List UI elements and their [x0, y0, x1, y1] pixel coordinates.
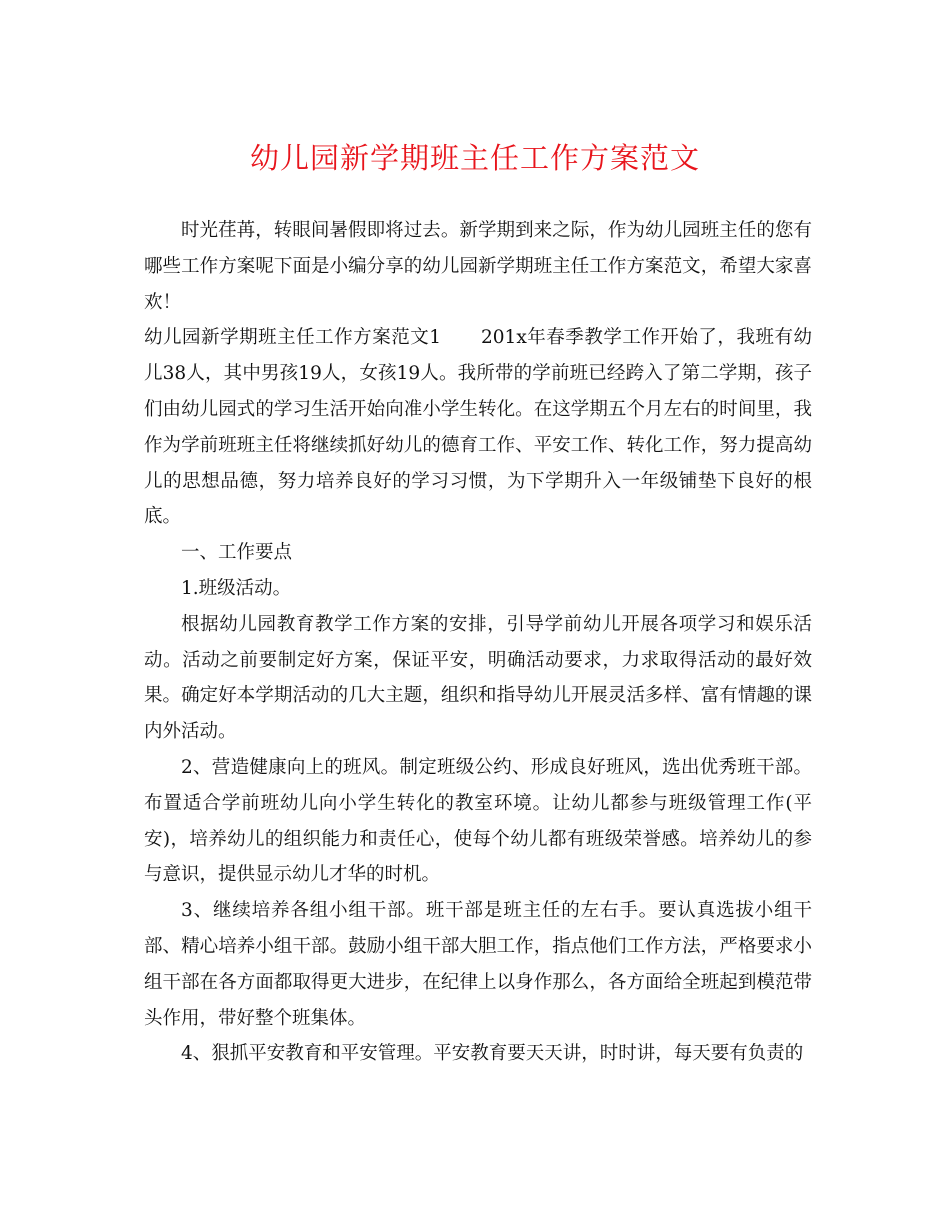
item-1-title: 1.班级活动。	[181, 577, 292, 599]
document-title: 幼儿园新学期班主任工作方案范文	[249, 141, 700, 175]
item-2-paragraph: 2、营造健康向上的班风。制定班级公约、形成良好班风，选出优秀班干部。布置适合学前班幼儿向小学生转化的教室环境。让幼儿都参与班级管理工作(平安)，培养幼儿的组织能力和责任心，使每个幼儿都有班级荣誉感。培养幼儿的参与意识，提供显示幼儿才华的时机。	[144, 756, 812, 886]
item-3-paragraph: 3、继续培养各组小组干部。班干部是班主任的左右手。要认真选拔小组干部、精心培养小组干部。鼓励小组干部大胆工作，指点他们工作方法，严格要求小组干部在各方面都取得更大进步，在纪律上以身作那么，各方面给全班起到模范带头作用，带好整个班集体。	[144, 900, 812, 1029]
document-body	[144, 213, 812, 1072]
section-heading: 一、工作要点	[181, 542, 293, 564]
sample-heading: 幼儿园新学期班主任工作方案范文1	[144, 327, 442, 349]
sample-opening: 201x年春季教学工作开始了，我班有幼儿38人，其中男孩19人，女孩19人。我所带的学前班已经跨入了第二学期，孩子们由幼儿园式的学习生活开始向准小学生转化。在这学期五个月左右的时间里，我作为学前班班主任将继续抓好幼儿的德育工作、平安工作、转化工作，努力提高幼儿的思想品德，努力培养良好的学习习惯，为下学期升入一年级铺垫下良好的根底。	[144, 327, 812, 528]
intro-paragraph: 时光荏苒，转眼间暑假即将过去。新学期到来之际，作为幼儿园班主任的您有哪些工作方案呢下面是小编分享的幼儿园新学期班主任工作方案范文，希望大家喜欢！	[144, 220, 812, 313]
item-4-paragraph: 4、狠抓平安教育和平安管理。平安教育要天天讲，时时讲，每天要有负责的	[181, 1043, 804, 1065]
item-1-body: 根据幼儿园教育教学工作方案的安排，引导学前幼儿开展各项学习和娱乐活动。活动之前要制定好方案，保证平安，明确活动要求，力求取得活动的最好效果。确定好本学期活动的几大主题，组织和指导幼儿开展灵活多样、富有情趣的课内外活动。	[144, 613, 812, 743]
sample-paragraph	[144, 320, 812, 535]
